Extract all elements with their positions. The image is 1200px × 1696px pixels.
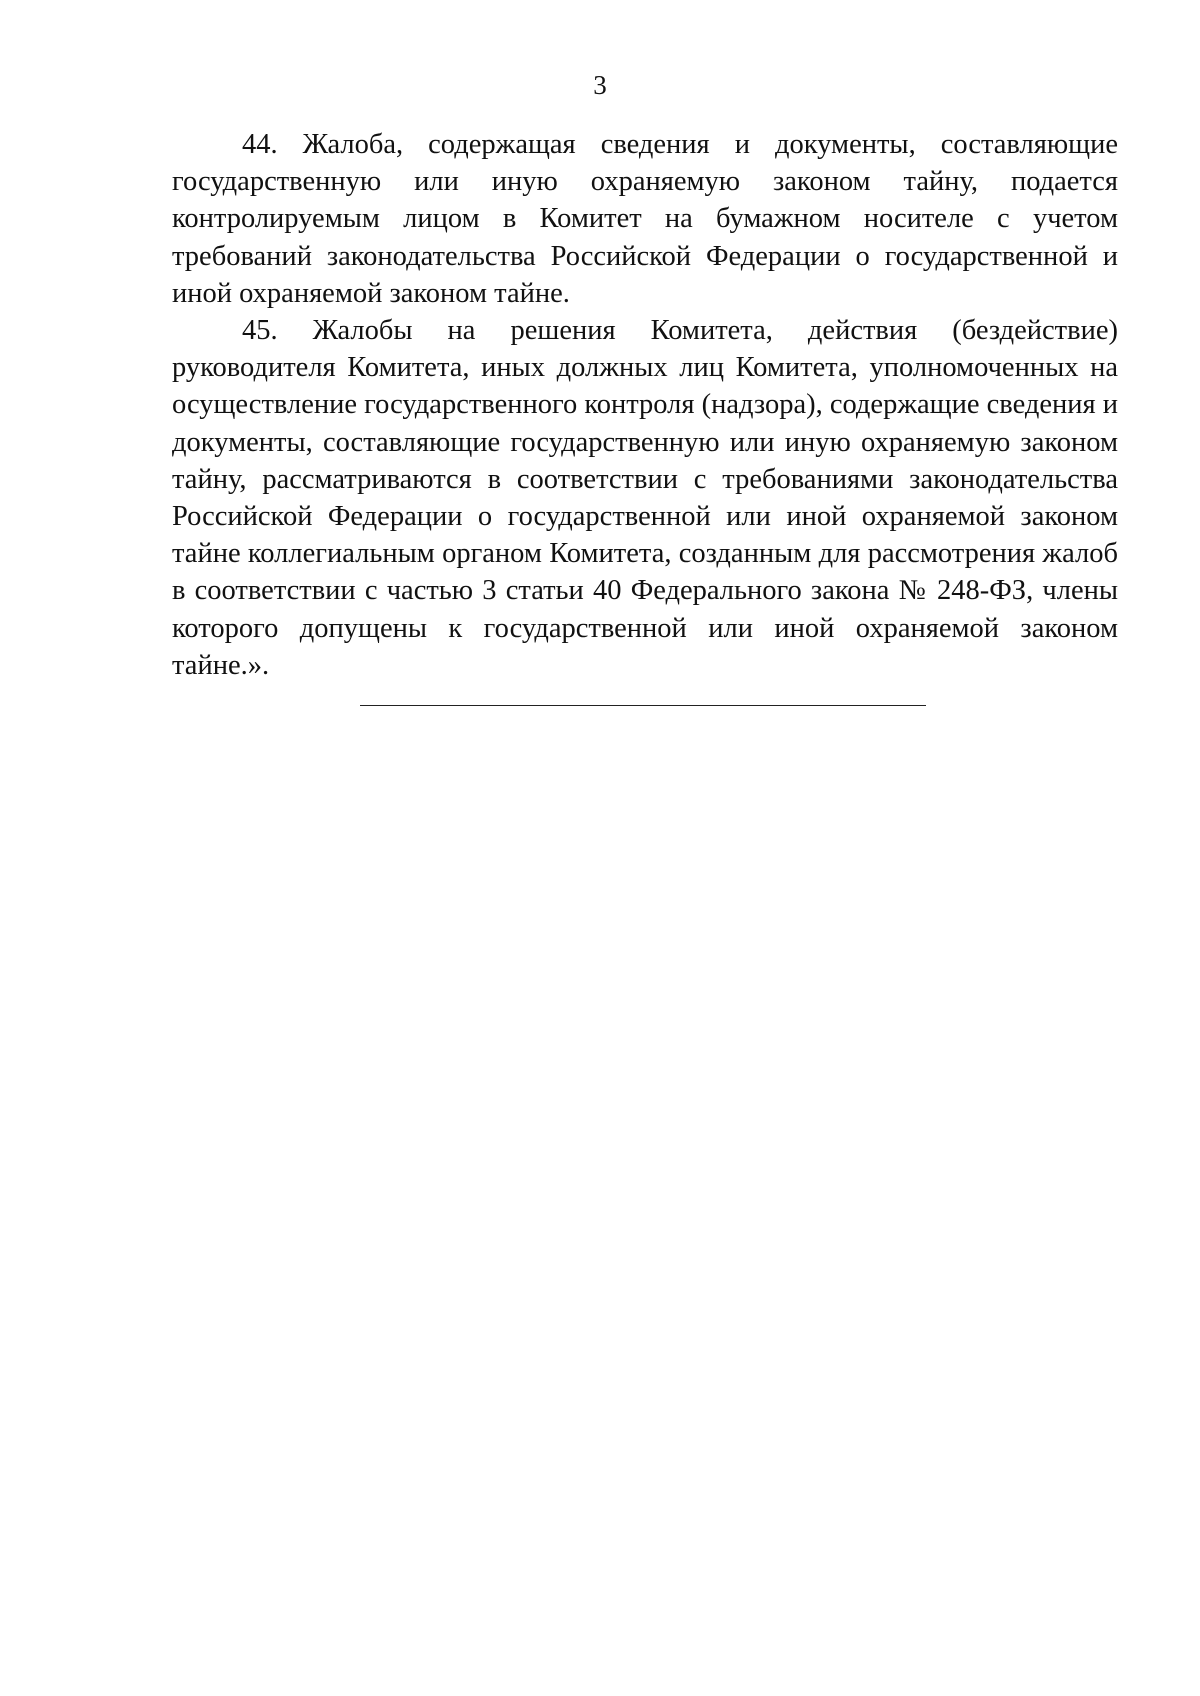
paragraph-45: 45. Жалобы на решения Комитета, действия (бездействие) руководителя Комитета, иных должных лиц Комитета, уполномоченных на осуществление государственного контроля (надзора), содержащие сведения и документы, составляющие государственную или иную охраняемую законом тайну, рассматриваются в соответствии с требованиями законодательства Российской Федерации о государственной или иной охраняемой законом тайне коллегиальным органом Комитета, созданным для рассмотрения жалоб в соответствии с частью 3 статьи 40 Федерального закона № 248-ФЗ, члены которого допущены к государственной или иной охраняемой законом тайне.». [172, 315, 1118, 681]
page-number: 3 [593, 70, 607, 100]
document-body [172, 126, 1118, 684]
paragraph-44: 44. Жалоба, содержащая сведения и документы, составляющие государственную или иную охраняемую законом тайну, подается контролируемым лицом в Комитет на бумажном носителе с учетом требований законодательства Российской Федерации о государственной и иной охраняемой законом тайне. [172, 129, 1118, 309]
closing-separator-line [360, 705, 926, 706]
